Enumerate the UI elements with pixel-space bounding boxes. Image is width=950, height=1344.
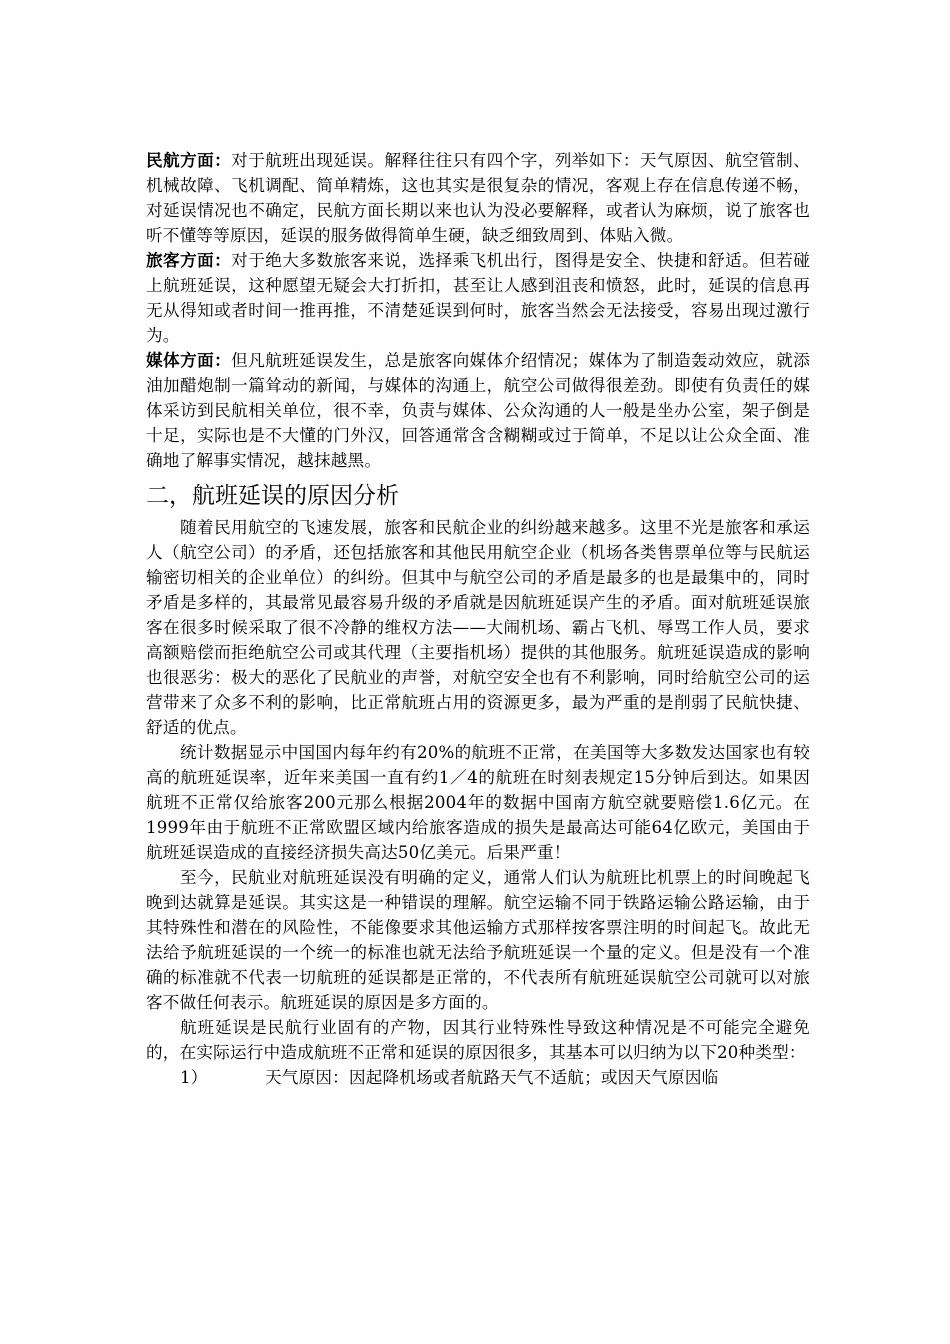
- paragraph-media: [146, 348, 810, 473]
- paragraph-civil-aviation: [146, 148, 810, 248]
- paragraph-text: 但凡航班延误发生，总是旅客向媒体介绍情况；媒体为了制造轰动效应，就添油加醋炮制一篇耸动的新闻，与媒体的沟通上，航空公司做得很差劲。即使有负责任的媒体采访到民航相关单位，很不幸，负责与媒体、公众沟通的人一般是坐办公室，架子倒是十足，实际也是不大懂的门外汉，回答通常含含糊糊或过于简单，不足以让公众全面、准确地了解事实情况，越抹越黑。: [146, 351, 811, 470]
- paragraph-label: 旅客方面：: [146, 250, 232, 270]
- paragraph-causes-intro: 航班延误是民航行业固有的产物，因其行业特殊性导致这种情况是不可能完全避免的，在实际运行中造成航班不正常和延误的原因很多，其基本可以归纳为以下20种类型：: [146, 1018, 810, 1062]
- document-page: [146, 148, 810, 1090]
- paragraph-text: 对于航班出现延误。解释往往只有四个字，列举如下：天气原因、航空管制、机械故障、飞机调配、简单精炼，这也其实是很复杂的情况，客观上存在信息传递不畅，对延误情况也不确定，民航方面长期以来也认为没必要解释，或者认为麻烦，说了旅客也听不懂等等原因，延误的服务做得简单生硬，缺乏细致周到、体贴入微。: [146, 151, 811, 245]
- paragraph-label: 民航方面：: [146, 150, 232, 170]
- paragraph-definition: 至今，民航业对航班延误没有明确的定义，通常人们认为航班比机票上的时间晚起飞晚到达就算是延误。其实这是一种错误的理解。航空运输不同于铁路运输公路运输，由于其特殊性和潜在的风险性，不能像要求其他运输方式那样按客票注明的时间起飞。故此无法给予航班延误的一个统一的标准也就无法给予航班延误一个量的定义。但是没有一个准确的标准就不代表一切航班的延误都是正常的，不代表所有航班延误航空公司就可以对旅客不做任何表示。航班延误的原因是多方面的。: [146, 868, 810, 1012]
- list-number: 1）: [180, 1068, 208, 1087]
- paragraph-passengers: [146, 248, 810, 348]
- list-text: 天气原因：因起降机场或者航路天气不适航；或因天气原因临: [265, 1068, 719, 1087]
- paragraph-disputes: 随着民用航空的飞速发展，旅客和民航企业的纠纷越来越多。这里不光是旅客和承运人（航空公司）的矛盾，还包括旅客和其他民用航空企业（机场各类售票单位等与民航运输密切相关的企业单位）的纠纷。但其中与航空公司的矛盾是最多的也是最集中的，同时矛盾是多样的，其最常见最容易升级的矛盾就是因航班延误产生的矛盾。面对航班延误旅客在很多时候采取了很不冷静的维权方法——大闹机场、霸占飞机、辱骂工作人员，要求高额赔偿而拒绝航空公司或其代理（主要指机场）提供的其他服务。航班延误造成的影响也很恶劣：极大的恶化了民航业的声誉，对航空安全也有不利影响，同时给航空公司的运营带来了众多不利的影响，比正常航班占用的资源更多，最为严重的是削弱了民航快捷、舒适的优点。: [146, 518, 810, 737]
- list-item: [146, 1065, 810, 1090]
- paragraph-statistics: 统计数据显示中国国内每年约有20%的航班不正常，在美国等大多数发达国家也有较高的航班延误率，近年来美国一直有约1／4的航班在时刻表规定15分钟后到达。如果因航班不正常仅给旅客200元那么根据2004年的数据中国南方航空就要赔偿1.6亿元。在1999年由于航班不正常欧盟区域内给旅客造成的损失是最高达可能64亿欧元，美国由于航班延误造成的直接经济损失高达50亿美元。后果严重！: [146, 743, 810, 862]
- paragraph-text: 对于绝大多数旅客来说，选择乘飞机出行，图得是安全、快捷和舒适。但若碰上航班延误，这种愿望无疑会大打折扣，甚至让人感到沮丧和愤怒，此时，延误的信息再无从得知或者时间一推再推，不清楚延误到何时，旅客当然会无法接受，容易出现过激行为。: [146, 251, 811, 345]
- paragraph-label: 媒体方面：: [146, 350, 232, 370]
- section-heading: 二，航班延误的原因分析: [146, 483, 399, 509]
